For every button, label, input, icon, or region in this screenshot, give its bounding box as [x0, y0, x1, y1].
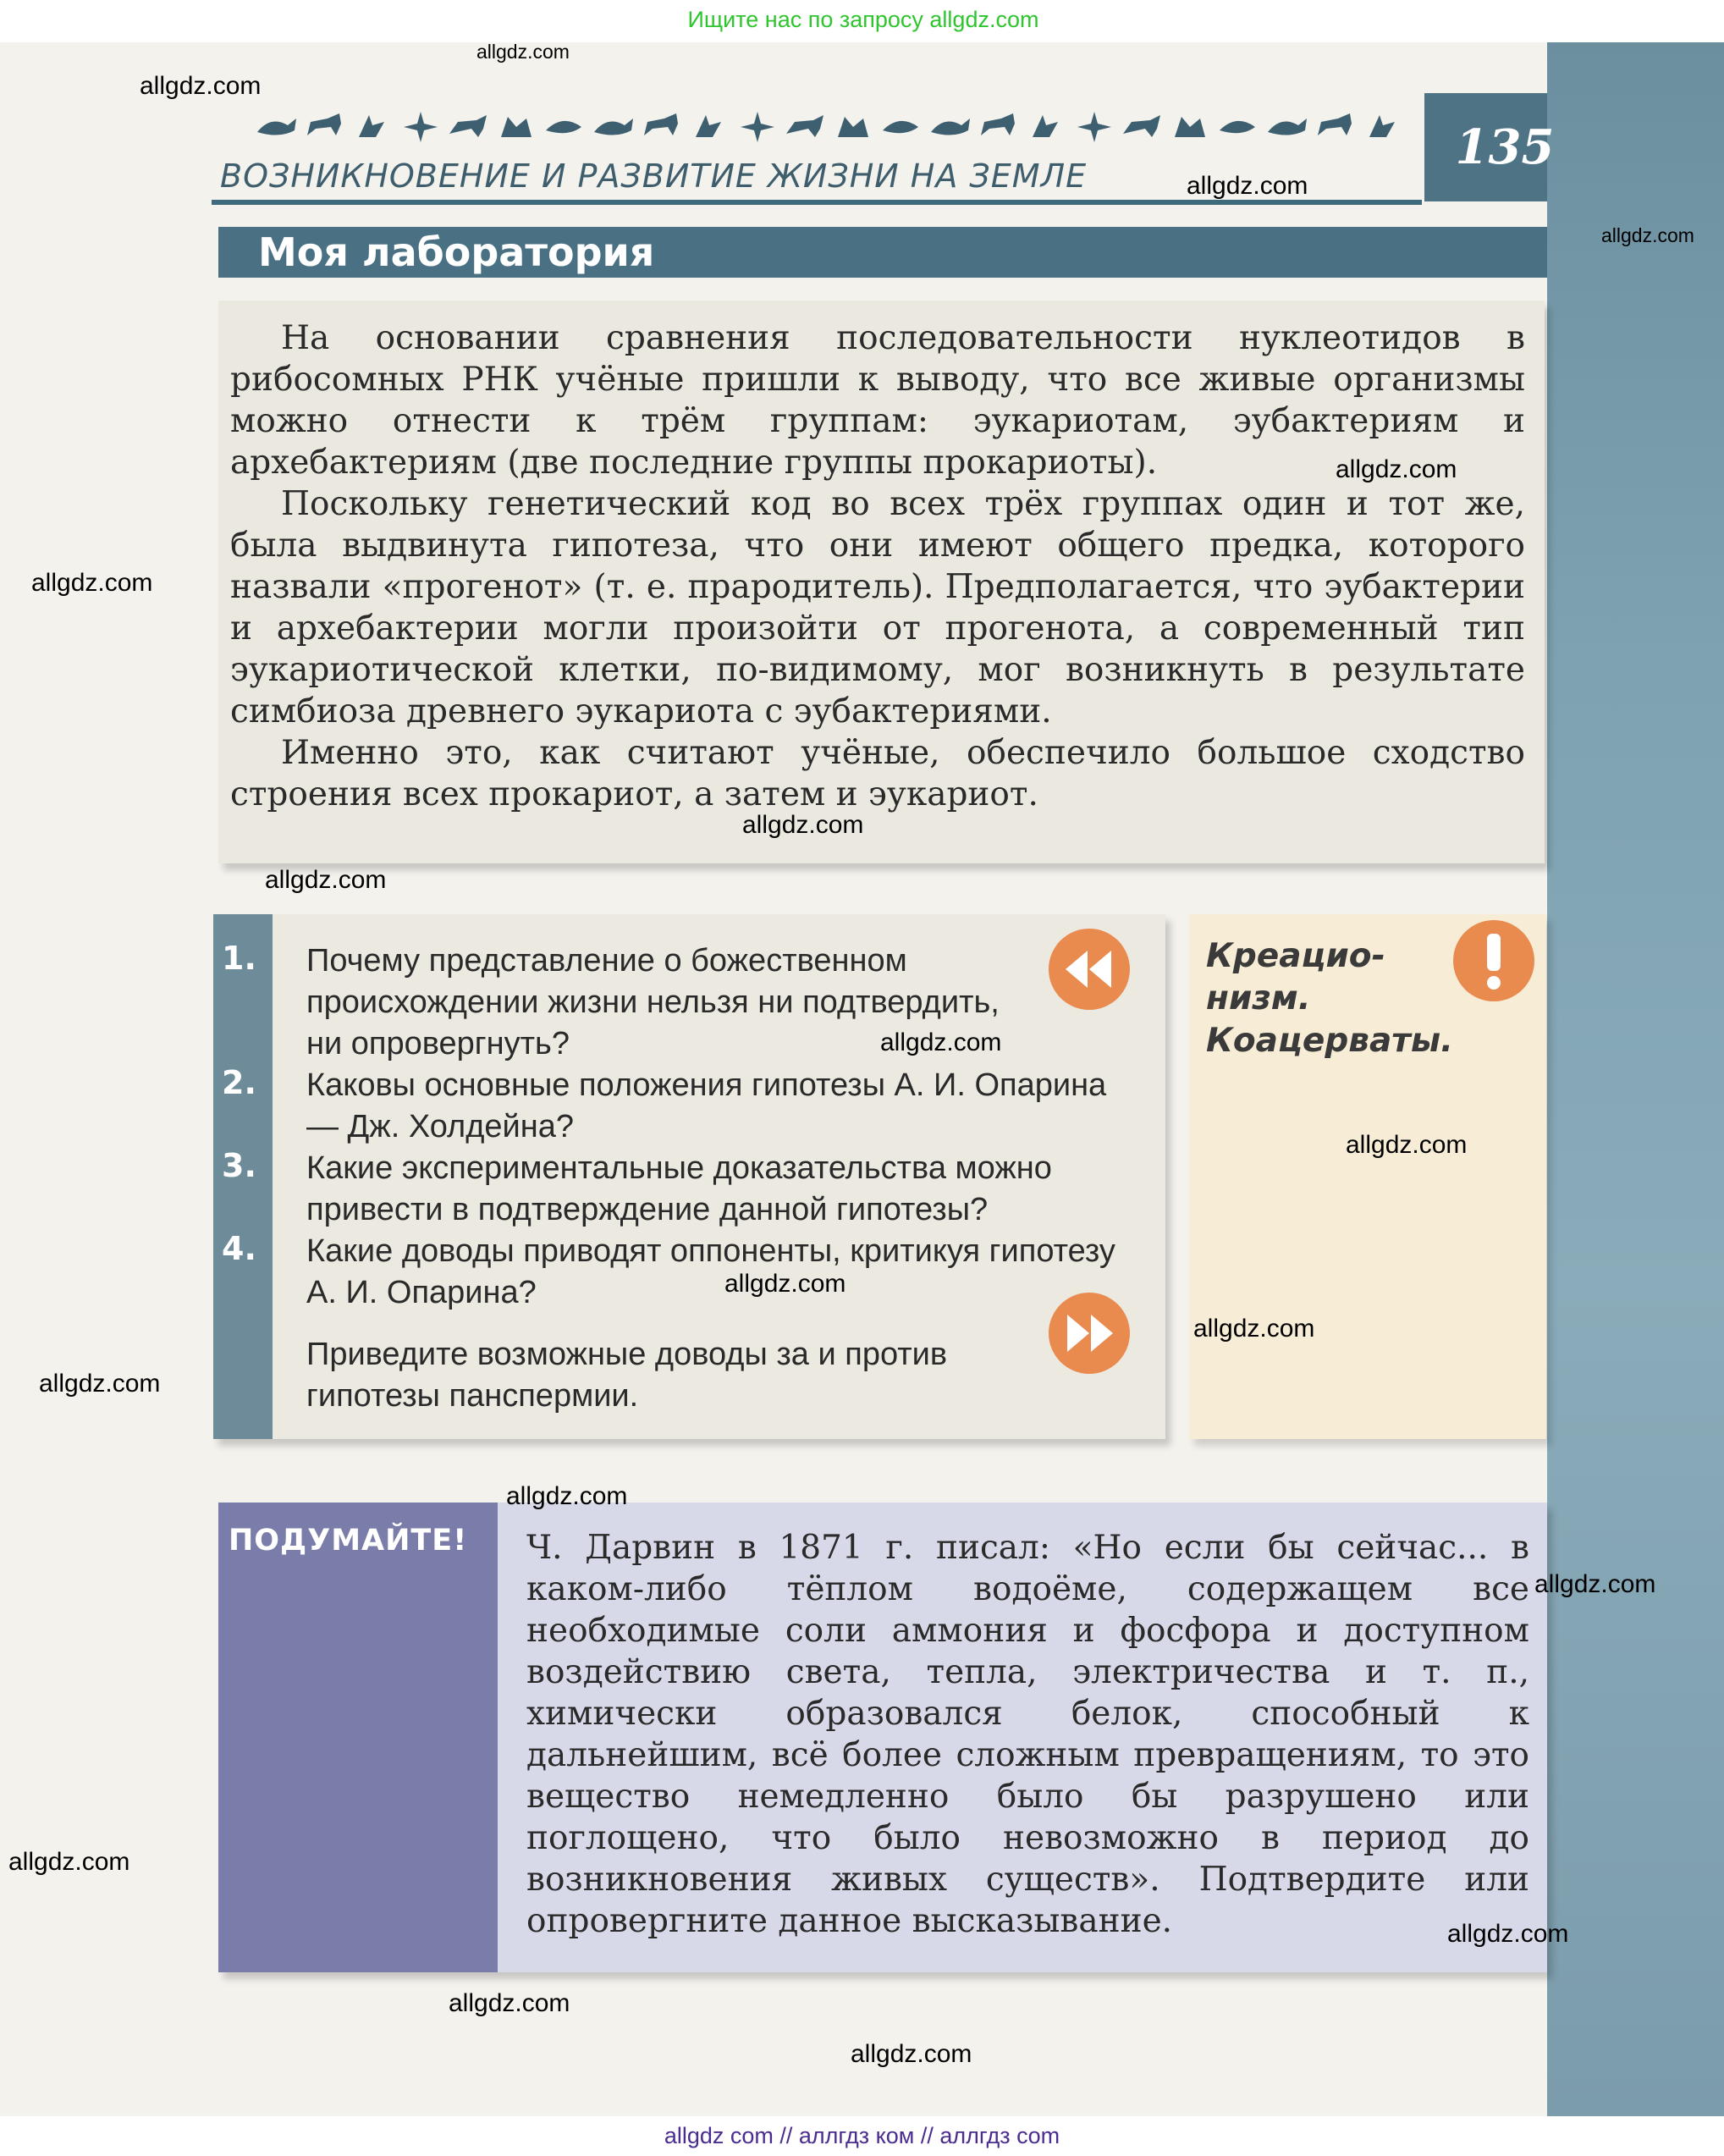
animal-silhouette-icon	[928, 107, 972, 144]
watermark: allgdz.com	[265, 866, 387, 894]
animal-silhouette-icon	[879, 107, 923, 144]
question-number: 2.	[222, 1064, 256, 1101]
watermark: allgdz.com	[449, 1989, 570, 2017]
watermark: allgdz.com	[1447, 1920, 1569, 1948]
fast-forward-icon[interactable]	[1047, 1291, 1132, 1376]
exclamation-icon	[1451, 918, 1536, 1003]
watermark: allgdz.com	[1336, 455, 1457, 483]
animal-strip-icon	[254, 100, 1405, 151]
lab-paragraph: Поскольку генетический код во всех трёх группах один и тот же, была выдвинута гипотеза, что они имеют общего предка, которого назвали «прогенот» (т. е. прародитель). Предполагается, что эубактерии и архебактерии могли произойти от прогенота, а современный тип эукариотической клетки, по-видимому, мог возникнуть в результате симбиоза древнего эукариота с эубактериями.	[230, 485, 1525, 731]
watermark: allgdz.com	[1534, 1570, 1656, 1598]
watermark: allgdz.com	[31, 569, 153, 597]
animal-silhouette-icon	[494, 107, 538, 144]
watermark: allgdz.com	[724, 1270, 846, 1298]
animal-silhouette-icon	[831, 107, 875, 144]
animal-silhouette-icon	[254, 107, 298, 144]
watermark: allgdz.com	[140, 72, 262, 100]
question-text: Каковы основные положения гипотезы А. И. Опарина — Дж. Холдейна?	[306, 1067, 1107, 1144]
bottom-banner-link[interactable]: allgdz com // аллгдз ком // аллгдз com	[664, 2123, 1060, 2148]
think-label: ПОДУМАЙТЕ!	[229, 1524, 468, 1558]
think-side-bar	[218, 1503, 498, 1972]
question-text: Какие доводы приводят оппоненты, критикуя гипотезу А. И. Опарина?	[306, 1233, 1115, 1310]
question-number: 1.	[222, 940, 256, 977]
keyword-line: Креацио-	[1206, 937, 1385, 975]
animal-silhouette-icon	[399, 107, 443, 144]
watermark: allgdz.com	[39, 1370, 161, 1398]
chapter-title: ВОЗНИКНОВЕНИЕ И РАЗВИТИЕ ЖИЗНИ НА ЗЕМЛЕ	[220, 157, 1088, 195]
animal-silhouette-icon	[1361, 107, 1405, 144]
animal-silhouette-icon	[976, 107, 1020, 144]
animal-silhouette-icon	[1120, 107, 1164, 144]
watermark: allgdz.com	[1187, 172, 1308, 200]
watermark: allgdz.com	[8, 1848, 130, 1876]
lab-paragraph: Именно это, как считают учёные, обеспечило большое сходство строения всех прокариот, а затем и эукариот.	[230, 734, 1525, 813]
watermark: allgdz.com	[1193, 1315, 1315, 1343]
animal-silhouette-icon	[1072, 107, 1116, 144]
animal-silhouette-icon	[1264, 107, 1308, 144]
keywords-text	[1206, 935, 1460, 1062]
watermark: allgdz.com	[851, 2040, 972, 2068]
watermark: allgdz.com	[1346, 1131, 1468, 1159]
question-number: 3.	[222, 1147, 256, 1184]
animal-silhouette-icon	[446, 107, 490, 144]
watermark: allgdz.com	[506, 1482, 628, 1510]
lab-text	[230, 317, 1525, 815]
animal-silhouette-icon	[543, 107, 587, 144]
extra-task-text: Приведите возможные доводы за и против гипотезы панспермии.	[306, 1337, 948, 1414]
animal-silhouette-icon	[639, 107, 683, 144]
animal-silhouette-icon	[1168, 107, 1212, 144]
page-number: 135	[1455, 119, 1555, 175]
watermark: allgdz.com	[742, 811, 864, 839]
animal-silhouette-icon	[1313, 107, 1357, 144]
animal-silhouette-icon	[1024, 107, 1068, 144]
keyword-line: низм.	[1206, 979, 1311, 1017]
question-text: Какие экспериментальные доказательства можно привести в подтверждение данной гипотезы?	[306, 1150, 1052, 1227]
animal-silhouette-icon	[735, 107, 779, 144]
think-text: Ч. Дарвин в 1871 г. писал: «Но если бы сейчас... в каком-либо тёплом водоёме, содержащем все необходимые соли аммония и фосфора и доступном воздействию света, тепла, электричества и т. п., химически образовался белок, способный к дальнейшим, всё более сложным превращениям, то это вещество немедленно было бы разрушено или поглощено, что было невозможно в период до возникновения живых существ». Подтвердите или опровергните данное высказывание.	[526, 1529, 1529, 1940]
animal-silhouette-icon	[350, 107, 394, 144]
watermark: allgdz.com	[1601, 224, 1694, 246]
watermark: allgdz.com	[476, 41, 570, 63]
question-text: Почему представление о божественном происхождении жизни нельзя ни подтвердить, ни опровергнуть?	[306, 943, 1000, 1061]
animal-silhouette-icon	[591, 107, 635, 144]
animal-silhouette-icon	[783, 107, 827, 144]
top-banner-link[interactable]: Ищите нас по запросу allgdz.com	[687, 7, 1039, 32]
animal-silhouette-icon	[1216, 107, 1260, 144]
rewind-icon[interactable]	[1047, 927, 1132, 1012]
animal-silhouette-icon	[687, 107, 731, 144]
animal-silhouette-icon	[302, 107, 346, 144]
watermark: allgdz.com	[880, 1028, 1002, 1056]
question-number: 4.	[222, 1230, 256, 1267]
page-edge-band	[1547, 42, 1724, 2116]
keyword-line: Коацерваты.	[1206, 1022, 1453, 1060]
lab-title: Моя лаборатория	[258, 229, 655, 275]
lab-paragraph: На основании сравнения последовательности нуклеотидов в рибосомных РНК учёные пришли к выводу, что все живые организмы можно отнести к трём группам: эукариотам, эубактериям и архебактериям (две последние группы прокариоты).	[230, 319, 1525, 482]
